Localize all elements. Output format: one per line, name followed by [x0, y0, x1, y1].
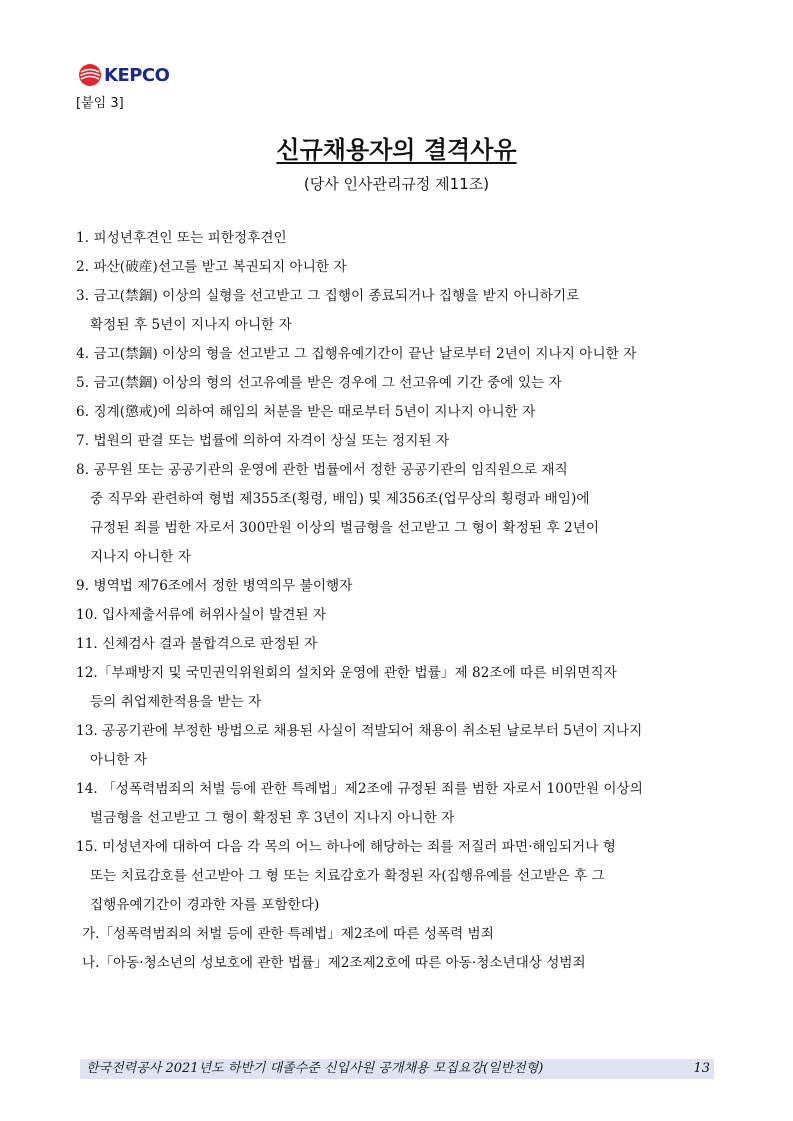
list-item-text: 2. 파산(破産)선고를 받고 복권되지 아니한 자	[76, 259, 347, 275]
list-item	[76, 717, 716, 775]
kepco-logo	[78, 63, 169, 87]
list-item	[76, 369, 716, 398]
disqualification-list	[76, 224, 716, 978]
list-item-text: 13. 공공기관에 부정한 방법으로 채용된 사실이 적발되어 채용이 취소된 날로부터 5년이 지나지	[76, 723, 643, 739]
list-item	[76, 282, 716, 340]
list-item-continuation: 아니한 자	[90, 752, 148, 768]
list-item-text: 14. 「성폭력범죄의 처벌 등에 관한 특례법」제2조에 규정된 죄를 범한 자로서 100만원 이상의	[76, 781, 643, 797]
list-item	[76, 224, 716, 253]
list-item	[76, 398, 716, 427]
page-subtitle: (당사 인사관리규정 제11조)	[303, 175, 490, 193]
list-item-text: 5. 금고(禁錮) 이상의 형의 선고유예를 받은 경우에 그 선고유예 기간 중에 있는 자	[76, 375, 562, 391]
list-item-continuation: 벌금형을 선고받고 그 형이 확정된 후 3년이 지나지 아니한 자	[90, 810, 455, 826]
list-item	[76, 833, 716, 920]
list-item	[76, 572, 716, 601]
list-item	[76, 340, 716, 369]
list-item-text: 11. 신체검사 결과 불합격으로 판정된 자	[76, 636, 318, 652]
list-item-text: 9. 병역법 제76조에서 정한 병역의무 불이행자	[76, 578, 353, 594]
list-item-text: 7. 법원의 판결 또는 법률에 의하여 자격이 상실 또는 정지된 자	[76, 433, 450, 449]
sub-list-item: 나.「아동·청소년의 성보호에 관한 법률」제2조제2호에 따른 아동·청소년대상 성범죄	[82, 955, 586, 971]
attachment-label: [붙임 3]	[76, 96, 124, 111]
list-item-text: 10. 입사제출서류에 허위사실이 발견된 자	[76, 607, 327, 623]
list-item	[76, 456, 716, 572]
list-item-text: 4. 금고(禁錮) 이상의 형을 선고받고 그 집행유예기간이 끝난 날로부터 2년이 지나지 아니한 자	[76, 346, 637, 362]
list-item-text: 15. 미성년자에 대하여 다음 각 목의 어느 하나에 해당하는 죄를 저질러 파면·해임되거나 형	[76, 839, 616, 855]
list-item-continuation: 등의 취업제한적용을 받는 자	[90, 694, 262, 710]
list-item-continuation: 집행유예기간이 경과한 자를 포함한다)	[90, 897, 320, 913]
kepco-logo-text: KEPCO	[104, 64, 170, 86]
page-title: 신규채용자의 결격사유	[276, 136, 517, 164]
list-item	[76, 775, 716, 833]
list-item-continuation: 중 직무와 관련하여 형법 제355조(횡령, 배임) 및 제356조(업무상의 횡령과 배임)에	[90, 491, 590, 507]
list-item-continuation: 또는 치료감호를 선고받아 그 형 또는 치료감호가 확정된 자(집행유예를 선고받은 후 그	[90, 868, 605, 884]
list-item-text: 1. 피성년후견인 또는 피한정후견인	[76, 230, 287, 246]
list-item-text: 8. 공무원 또는 공공기관의 운영에 관한 법률에서 정한 공공기관의 임직원으로 재직	[76, 462, 568, 478]
list-item	[76, 253, 716, 282]
list-item-text: 6. 징계(懲戒)에 의하여 해임의 처분을 받은 때로부터 5년이 지나지 아니한 자	[76, 404, 536, 420]
footer-text: 한국전력공사 2021년도 하반기 대졸수준 신입사원 공개채용 모집요강(일반전형)	[86, 1061, 544, 1076]
list-item	[76, 427, 716, 456]
list-item-continuation: 규정된 죄를 범한 자로서 300만원 이상의 벌금형을 선고받고 그 형이 확정된 후 2년이	[90, 520, 600, 536]
page-footer	[80, 1059, 714, 1079]
sub-list-item: 가.「성폭력범죄의 처벌 등에 관한 특례법」제2조에 따른 성폭력 범죄	[82, 926, 494, 942]
page-number: 13	[693, 1061, 710, 1076]
kepco-emblem-icon	[78, 63, 102, 87]
list-item-text: 12.「부패방지 및 국민권익위원회의 설치와 운영에 관한 법률」제 82조에 따른 비위면직자	[76, 665, 617, 681]
list-item-continuation: 지나지 아니한 자	[90, 549, 192, 565]
list-item	[76, 630, 716, 659]
list-item	[76, 659, 716, 717]
list-item	[76, 601, 716, 630]
list-item-continuation: 확정된 후 5년이 지나지 아니한 자	[90, 317, 292, 333]
list-item-text: 3. 금고(禁錮) 이상의 실형을 선고받고 그 집행이 종료되거나 집행을 받지 아니하기로	[76, 288, 580, 304]
